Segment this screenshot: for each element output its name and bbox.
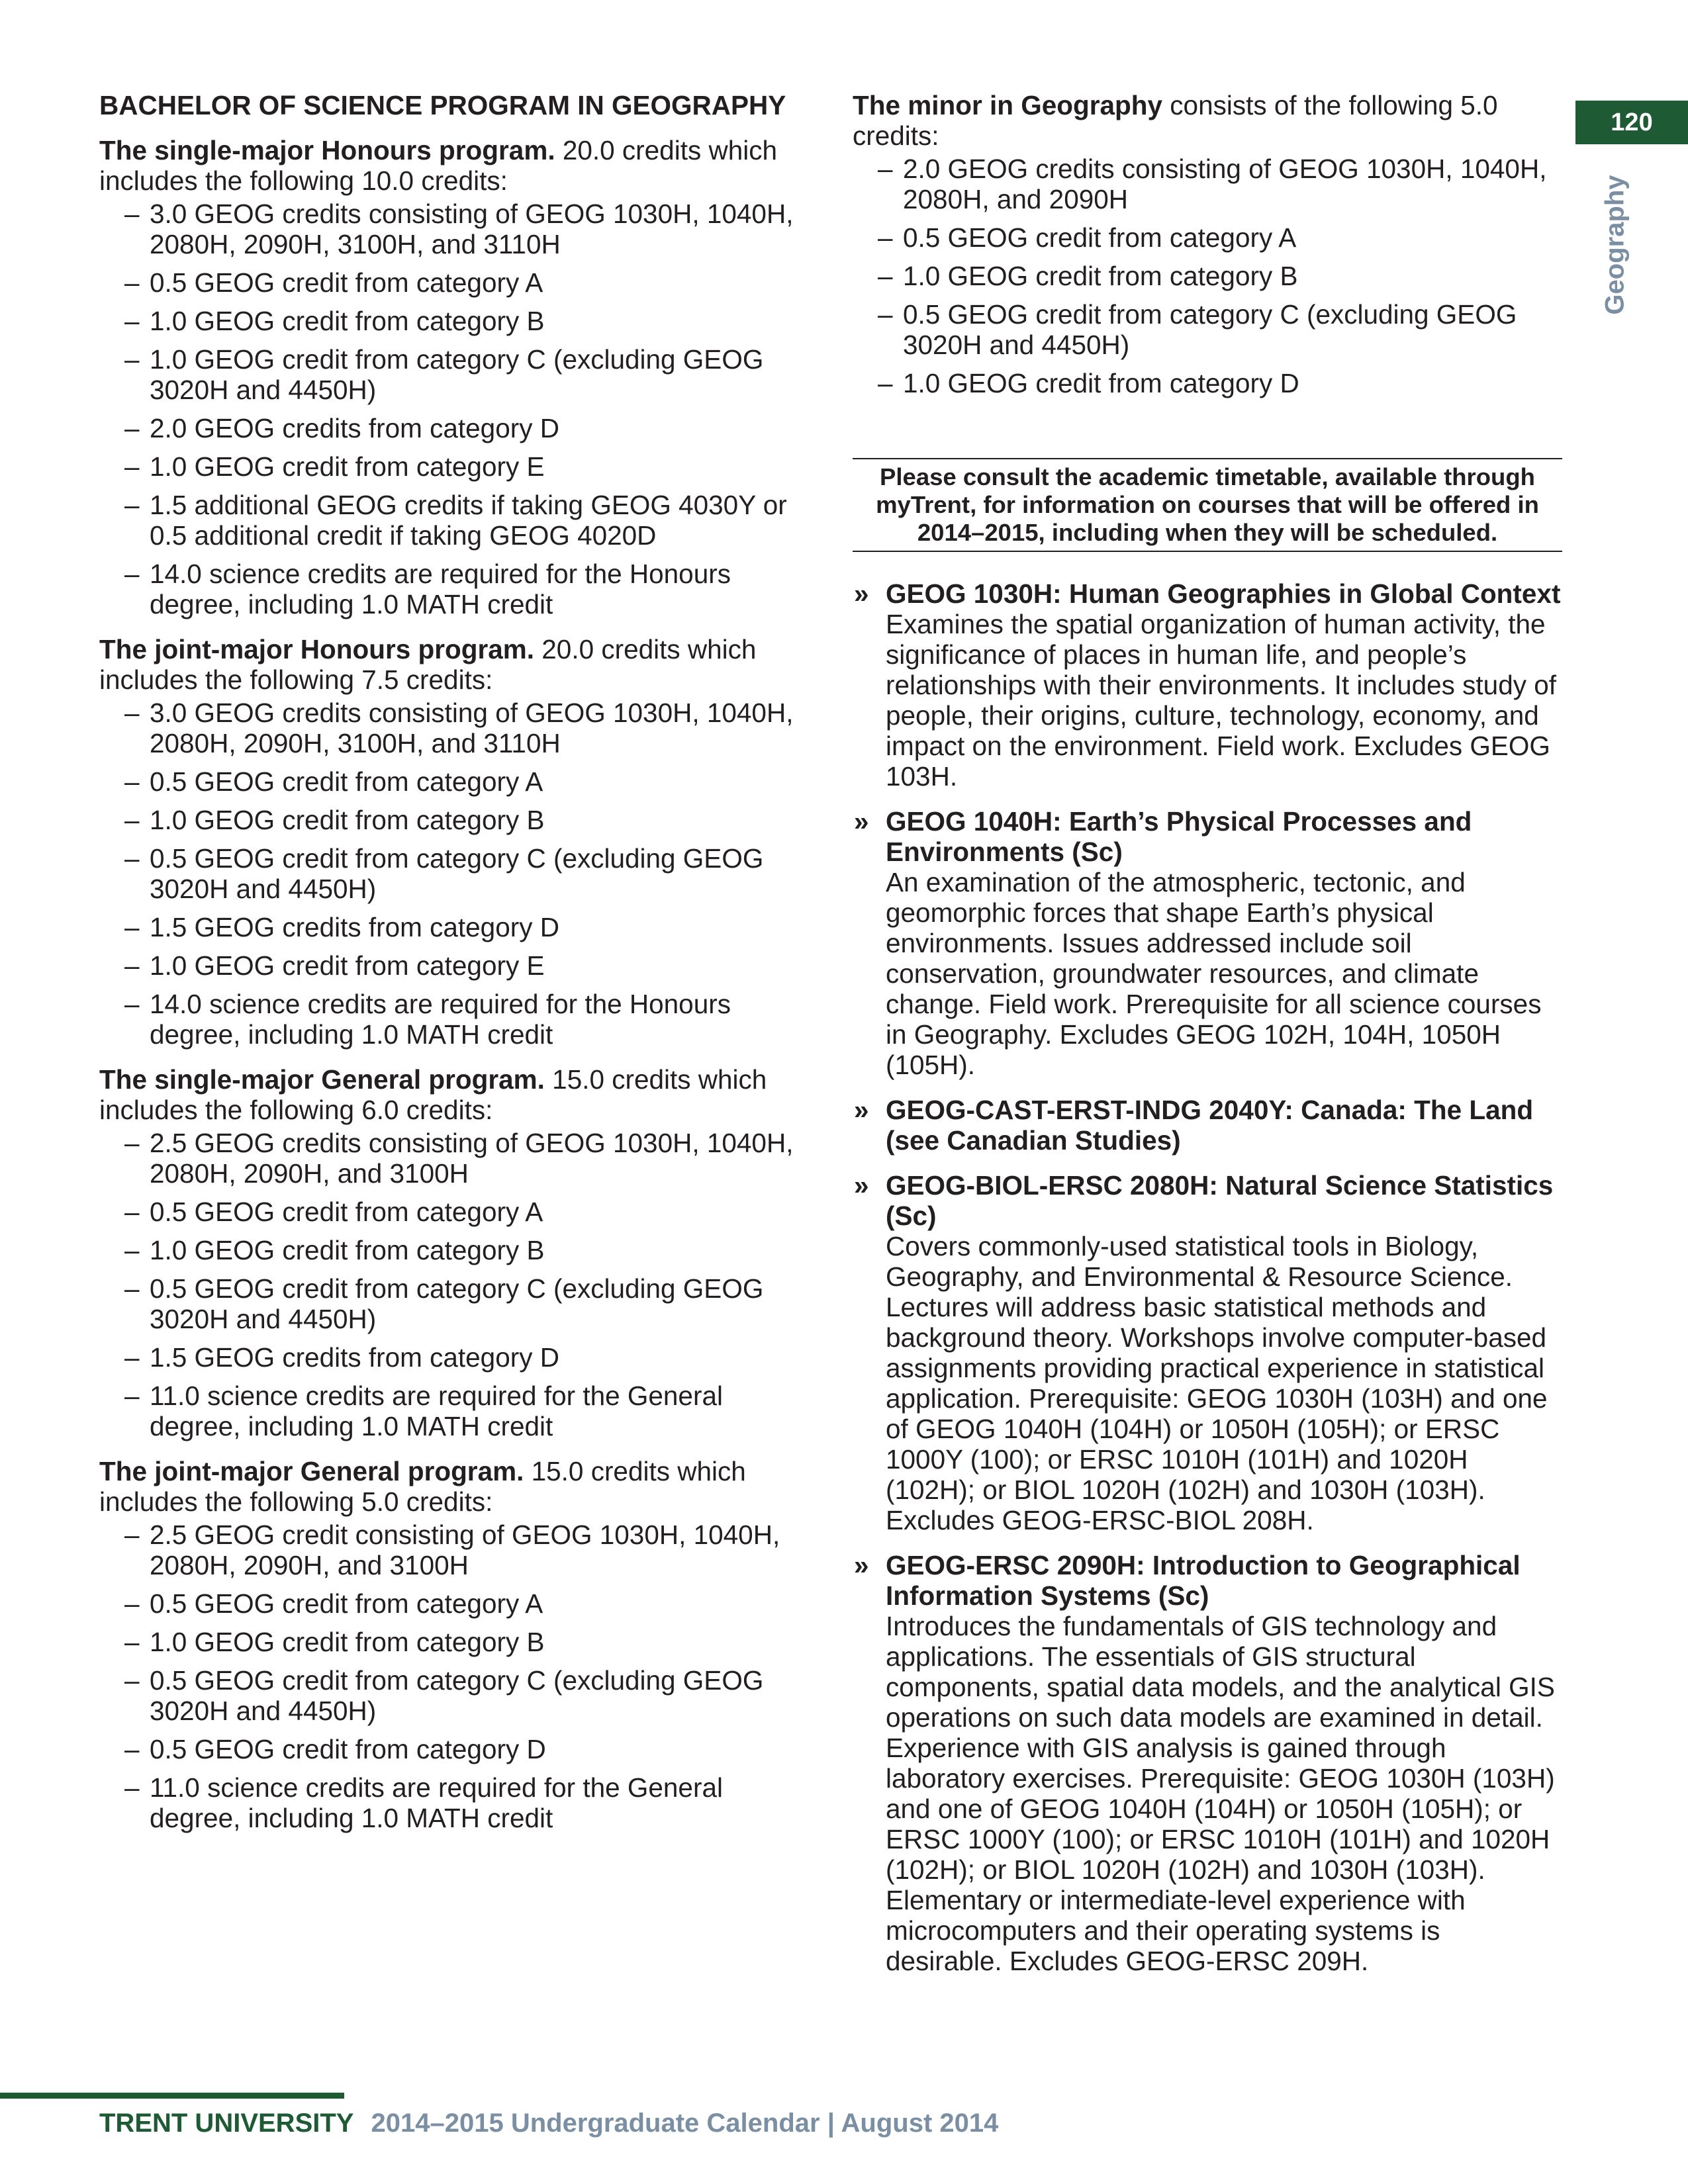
requirement-item: – 0.5 GEOG credit from category C (excluding GEOG 3020H and 4450H)	[853, 299, 1562, 360]
requirement-item: – 0.5 GEOG credit from category C (excluding GEOG 3020H and 4450H)	[99, 843, 801, 904]
minor-credits: consists of the following 5.0 credits:	[853, 90, 1498, 151]
program-title: The joint-major Honours program.	[99, 634, 535, 664]
section-label-text: Geography	[1600, 175, 1630, 315]
requirement-item: – 11.0 science credits are required for the General degree, including 1.0 MATH credit	[99, 1381, 801, 1441]
requirement-item: – 1.0 GEOG credit from category E	[99, 950, 801, 981]
program-heading: BACHELOR OF SCIENCE PROGRAM IN GEOGRAPHY	[99, 90, 786, 120]
requirement-item: – 0.5 GEOG credit from category A	[99, 267, 801, 298]
course-marker: »	[854, 806, 869, 837]
course-title: GEOG 1040H: Earth’s Physical Processes and Environments (Sc)	[886, 806, 1472, 867]
requirement-item: – 11.0 science credits are required for the General degree, including 1.0 MATH credit	[99, 1772, 801, 1833]
requirement-item: – 1.0 GEOG credit from category B	[99, 805, 801, 835]
course-entry	[853, 1170, 1562, 1535]
requirement-item: – 0.5 GEOG credit from category A	[99, 1588, 801, 1619]
requirement-item: – 3.0 GEOG credits consisting of GEOG 1030H, 1040H, 2080H, 2090H, 3100H, and 3110H	[99, 698, 801, 758]
footer-rule	[0, 2093, 344, 2099]
requirement-item: – 1.0 GEOG credit from category B	[99, 1627, 801, 1657]
course-marker: »	[854, 1095, 869, 1125]
program-intro	[99, 1064, 801, 1125]
requirement-item: – 14.0 science credits are required for the Honours degree, including 1.0 MATH credit	[99, 559, 801, 619]
course-title: GEOG-BIOL-ERSC 2080H: Natural Science Statistics (Sc)	[886, 1170, 1554, 1231]
requirement-item: – 2.0 GEOG credits from category D	[99, 413, 801, 443]
requirement-item: – 14.0 science credits are required for the Honours degree, including 1.0 MATH credit	[99, 989, 801, 1050]
minor-block	[853, 90, 1562, 398]
requirement-item: – 1.0 GEOG credit from category D	[853, 368, 1562, 398]
course-title: GEOG 1030H: Human Geographies in Global Context	[886, 578, 1561, 609]
program-credits: 15.0 credits which includes the following 6.0 credits:	[99, 1064, 767, 1125]
course-marker: »	[854, 1170, 869, 1201]
requirement-item: – 0.5 GEOG credit from category C (excluding GEOG 3020H and 4450H)	[99, 1273, 801, 1334]
program-block	[99, 135, 801, 619]
requirement-list	[99, 199, 801, 619]
requirement-item: – 1.5 GEOG credits from category D	[99, 912, 801, 942]
program-credits: 20.0 credits which includes the following 7.5 credits:	[99, 634, 757, 695]
minor-title: The minor in Geography	[853, 90, 1163, 120]
program-title: The joint-major General program.	[99, 1456, 524, 1486]
requirement-item: – 1.0 GEOG credit from category C (excluding GEOG 3020H and 4450H)	[99, 344, 801, 405]
program-title: The single-major Honours program.	[99, 135, 555, 165]
requirement-item: – 2.0 GEOG credits consisting of GEOG 1030H, 1040H, 2080H, and 2090H	[853, 154, 1562, 214]
requirement-item: – 0.5 GEOG credit from category A	[853, 222, 1562, 253]
program-intro	[99, 634, 801, 695]
requirement-item: – 1.5 GEOG credits from category D	[99, 1342, 801, 1373]
requirement-list	[99, 1128, 801, 1441]
requirement-item: – 1.0 GEOG credit from category B	[99, 306, 801, 336]
course-description: An examination of the atmospheric, tectonic, and geomorphic forces that shape Earth’s physical environments. Issues addressed include soil conservation, groundwater resources, and climate change. Field work. Prerequisite for all science courses in Geography. Excludes GEOG 102H, 104H, 1050H (105H).	[886, 867, 1542, 1080]
timetable-notice: Please consult the academic timetable, available through myTrent, for information on courses that will be offered in 2014–2015, including when they will be scheduled.	[853, 458, 1562, 552]
course-description: Examines the spatial organization of human activity, the significance of places in human life, and people’s relationships with their environments. It includes study of people, their origins, culture, technology, economy, and impact on the environment. Field work. Excludes GEOG 103H.	[886, 609, 1556, 792]
requirement-item: – 1.5 additional GEOG credits if taking GEOG 4030Y or 0.5 additional credit if taking GEOG 4020D	[99, 490, 801, 551]
requirement-item: – 0.5 GEOG credit from category A	[99, 766, 801, 797]
course-marker: »	[854, 578, 869, 609]
course-marker: »	[854, 1550, 869, 1580]
requirement-item: – 2.5 GEOG credits consisting of GEOG 1030H, 1040H, 2080H, 2090H, and 3100H	[99, 1128, 801, 1189]
requirement-item: – 0.5 GEOG credit from category D	[99, 1734, 801, 1764]
course-entry	[853, 1550, 1562, 1976]
requirement-list	[99, 698, 801, 1050]
program-block	[99, 634, 801, 1050]
requirement-item: – 2.5 GEOG credit consisting of GEOG 1030H, 1040H, 2080H, 2090H, and 3100H	[99, 1520, 801, 1580]
requirement-list	[99, 1520, 801, 1833]
course-entry	[853, 1095, 1562, 1156]
requirement-item: – 3.0 GEOG credits consisting of GEOG 1030H, 1040H, 2080H, 2090H, 3100H, and 3110H	[99, 199, 801, 259]
program-block	[99, 1456, 801, 1833]
program-credits: 20.0 credits which includes the following 10.0 credits:	[99, 135, 778, 196]
program-block	[99, 1064, 801, 1441]
footer-university: TRENT UNIVERSITY	[99, 2109, 354, 2138]
page-footer	[99, 2109, 998, 2138]
footer-calendar: 2014–2015 Undergraduate Calendar | August 2014	[371, 2109, 999, 2138]
course-title: GEOG-CAST-ERST-INDG 2040Y: Canada: The Land (see Canadian Studies)	[886, 1095, 1534, 1156]
requirement-list	[853, 154, 1562, 398]
minor-intro	[853, 90, 1562, 151]
course-entry	[853, 578, 1562, 792]
requirement-item: – 1.0 GEOG credit from category E	[99, 451, 801, 482]
requirement-item: – 1.0 GEOG credit from category B	[99, 1235, 801, 1265]
requirement-item: – 0.5 GEOG credit from category A	[99, 1197, 801, 1227]
program-title: The single-major General program.	[99, 1064, 545, 1095]
course-title: GEOG-ERSC 2090H: Introduction to Geographical Information Systems (Sc)	[886, 1550, 1521, 1611]
course-entry	[853, 806, 1562, 1080]
requirement-item: – 1.0 GEOG credit from category B	[853, 261, 1562, 291]
page-number-tab	[1575, 101, 1688, 144]
course-description: Covers commonly-used statistical tools in Biology, Geography, and Environmental & Resource Science. Lectures will address basic statistical methods and background theory. Workshops involve computer-based assignments providing practical experience in statistical application. Prerequisite: GEOG 1030H (103H) and one of GEOG 1040H (104H) or 1050H (105H); or ERSC 1000Y (100); or ERSC 1010H (101H) and 1020H (102H); or BIOL 1020H (102H) and 1030H (103H). Excludes GEOG-ERSC-BIOL 208H.	[886, 1231, 1548, 1535]
program-intro	[99, 135, 801, 196]
program-credits: 15.0 credits which includes the following 5.0 credits:	[99, 1456, 746, 1517]
left-column	[99, 90, 801, 1848]
requirement-item: – 0.5 GEOG credit from category C (excluding GEOG 3020H and 4450H)	[99, 1665, 801, 1726]
program-intro	[99, 1456, 801, 1517]
course-description: Introduces the fundamentals of GIS technology and applications. The essentials of GIS structural components, spatial data models, and the analytical GIS operations on such data models are examined in detail. Experience with GIS analysis is gained through laboratory exercises. Prerequisite: GEOG 1030H (103H) and one of GEOG 1040H (104H) or 1050H (105H); or ERSC 1000Y (100); or ERSC 1010H (101H) and 1020H (102H); or BIOL 1020H (102H) and 1030H (103H). Elementary or intermediate-level experience with microcomputers and their operating systems is desirable. Excludes GEOG-ERSC 209H.	[886, 1611, 1555, 1976]
right-column	[853, 90, 1562, 1991]
page-number: 120	[1611, 108, 1653, 136]
